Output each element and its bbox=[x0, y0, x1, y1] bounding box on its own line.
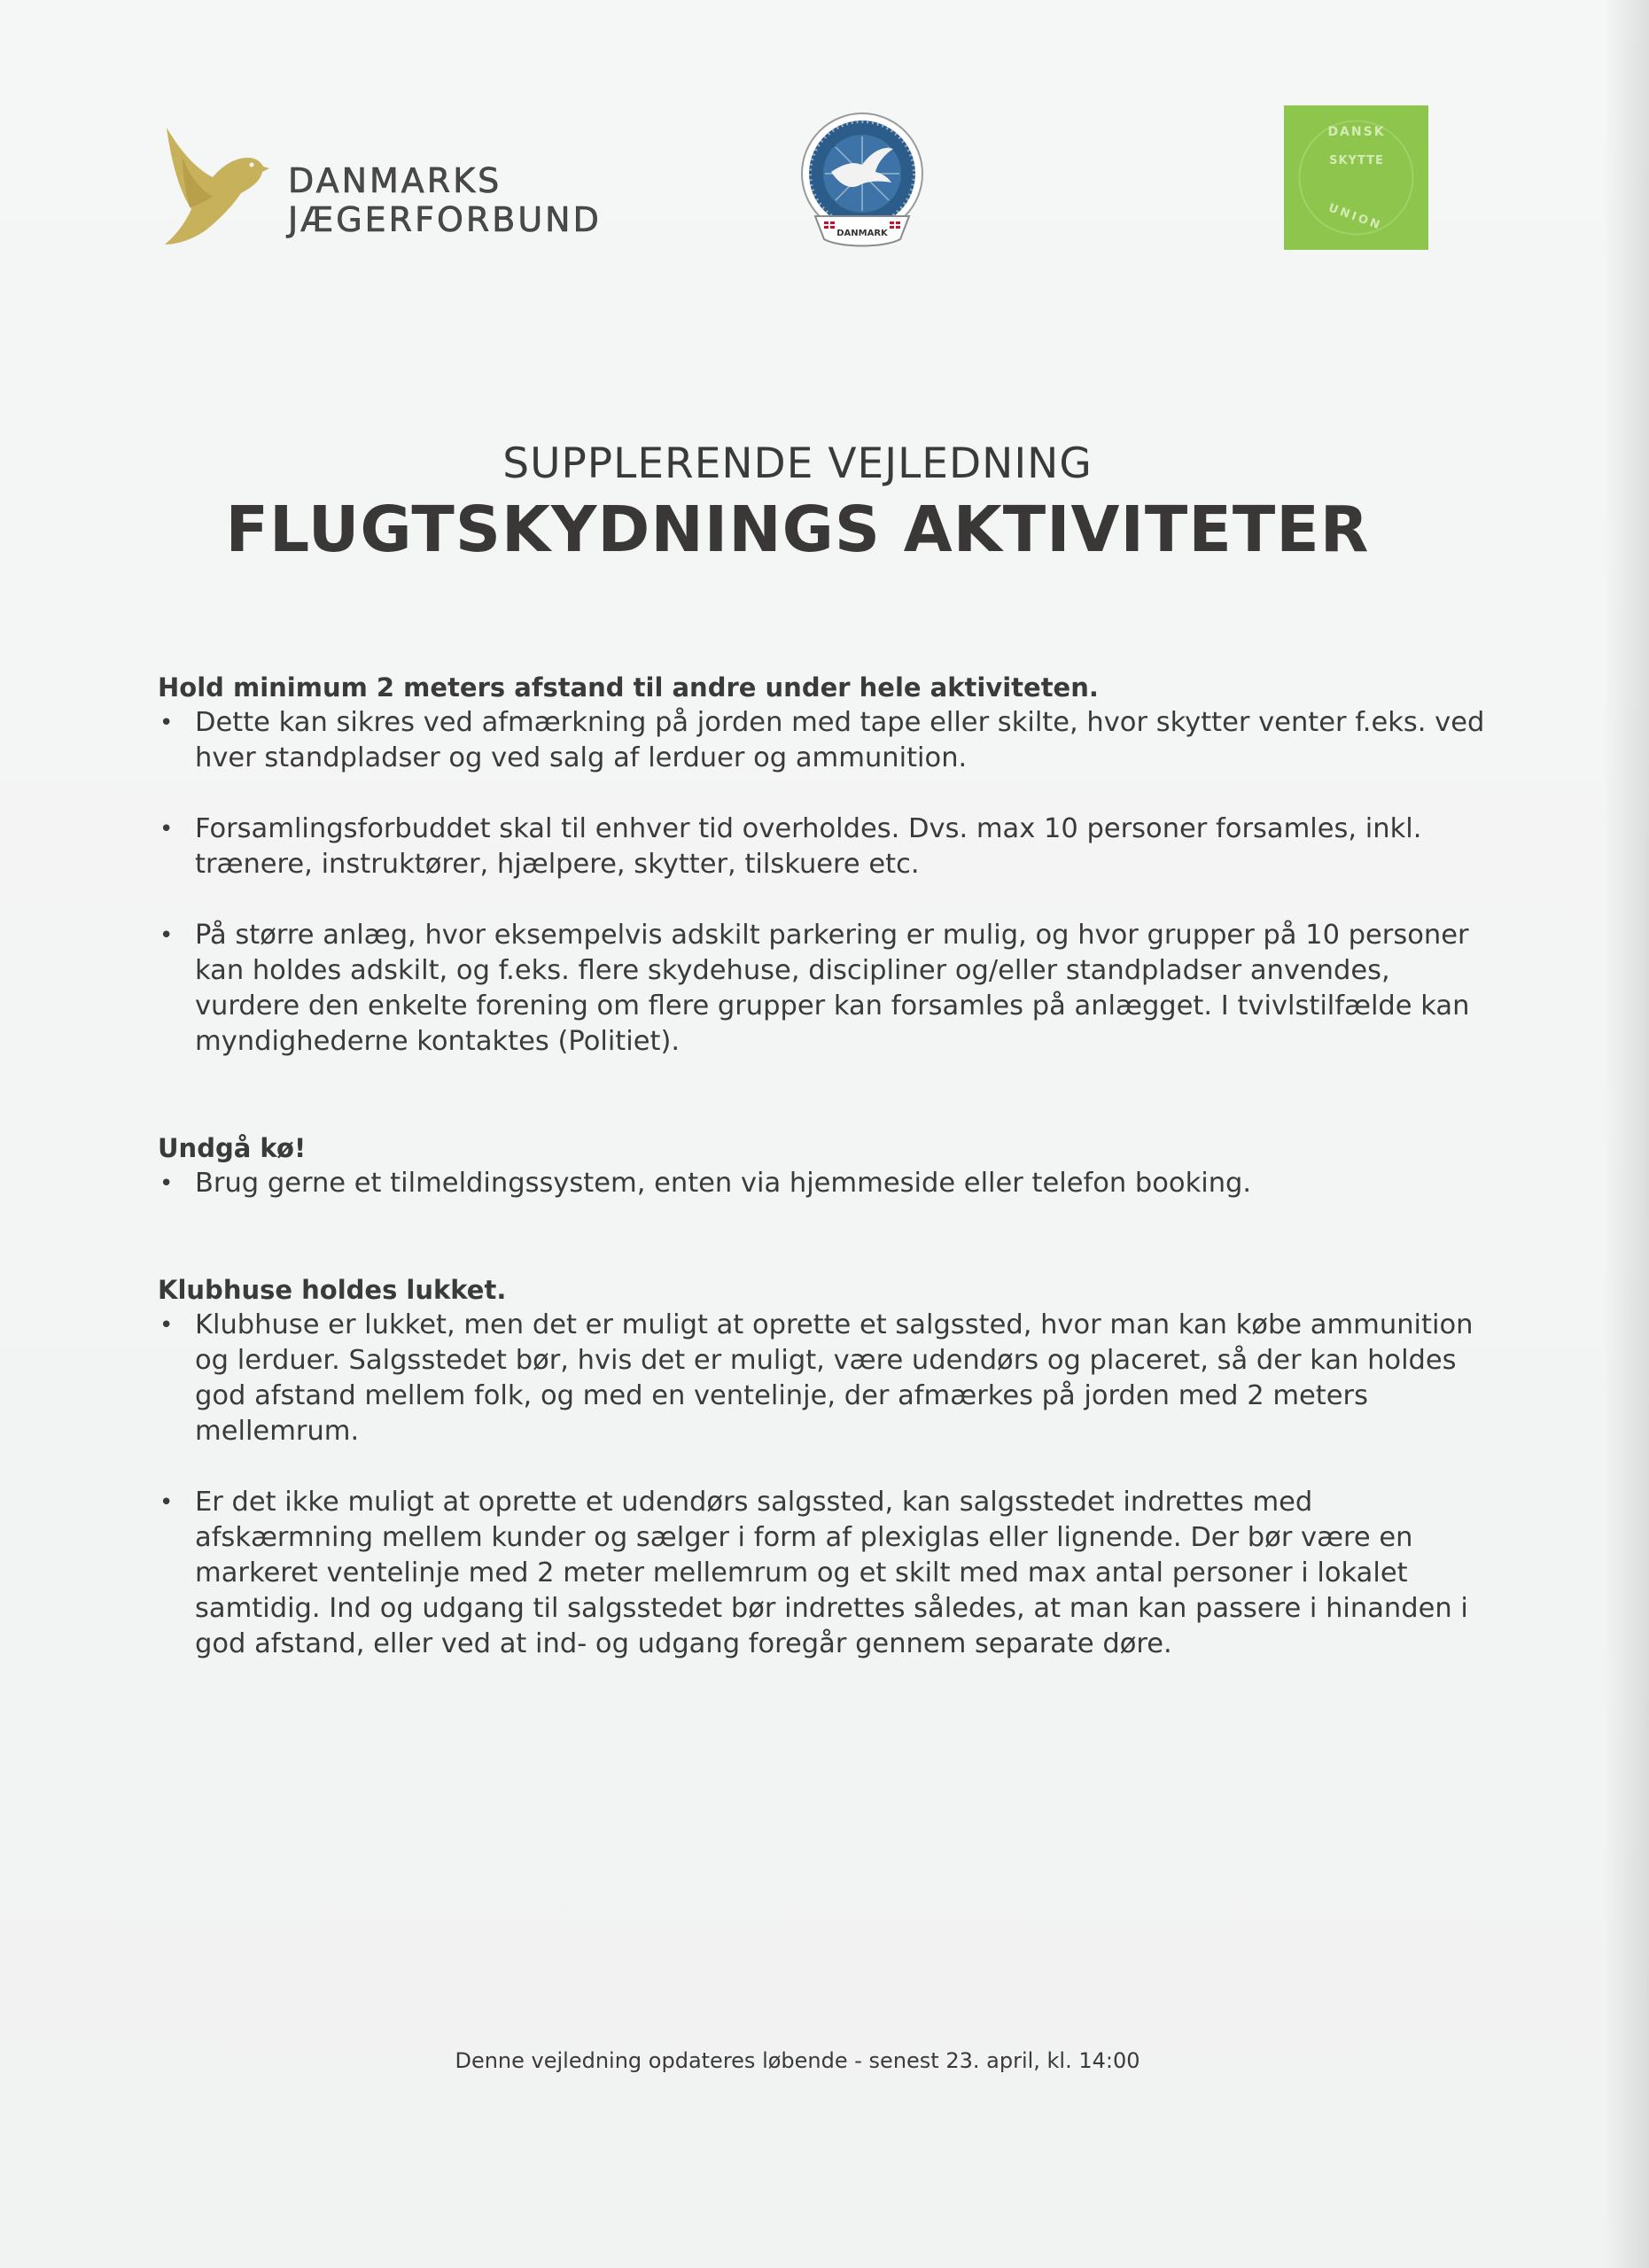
section-title: Hold minimum 2 meters afstand til andre under hele aktiviteten. bbox=[158, 672, 1099, 703]
bullet-list bbox=[158, 1166, 1487, 1201]
list-item: • Klubhuse er lukket, men det er muligt at oprette et salgssted, hvor man kan købe ammunition og lerduer. Salgsstedet bør, hvis det er muligt, være udendørs og placeret, så der kan holdes god afstand mellem folk, og med en ventelinje, der afmærkes på jorden med 2 meters mellemrum. bbox=[158, 1308, 1487, 1449]
list-item: • Dette kan sikres ved afmærkning på jorden med tape eller skilte, hvor skytter venter f.eks. ved hver standpladser og ved salg af lerduer og ammunition. bbox=[158, 705, 1487, 776]
document-body bbox=[158, 670, 1487, 1662]
list-item: • Er det ikke muligt at oprette et udendørs salgssted, kan salgsstedet indrettes med afskærmning mellem kunder og sælger i form af plexiglas eller lignende. Der bør være en markeret ventelinje med 2 meter mellemrum og et skilt med max antal personer i lokalet samtidig. Ind og udgang til salgsstedet bør indrettes således, at man kan passere i hinanden i god afstand, eller ved at ind- og udgang foregår gennem separate døre. bbox=[158, 1485, 1487, 1662]
bullet-list bbox=[158, 705, 1487, 1060]
document-title: FLUGTSKYDNINGS AKTIVITETER bbox=[225, 493, 1370, 566]
list-item: • På større anlæg, hvor eksempelvis adskilt parkering er mulig, og hvor grupper på 10 personer kan holdes adskilt, og f.eks. flere skydehuse, discipliner og/eller standpladser anvendes, vurdere den enkelte forening om flere grupper kan forsamles på anlægget. I tvivlstilfælde kan myndighederne kontaktes (Politiet). bbox=[158, 918, 1487, 1060]
dsu-logo-line3: UNION bbox=[1326, 201, 1384, 234]
section-queue bbox=[158, 1130, 1487, 1201]
section-title: Undgå kø! bbox=[158, 1133, 307, 1163]
section-title: Klubhuse holdes lukket. bbox=[158, 1275, 507, 1305]
document-subtitle: SUPPLERENDE VEJLEDNING bbox=[502, 439, 1093, 488]
djf-logo-text bbox=[288, 161, 602, 239]
section-distance bbox=[158, 670, 1487, 1060]
bullet-list bbox=[158, 1308, 1487, 1662]
footer-update-note: Denne vejledning opdateres løbende - senest 23. april, kl. 14:00 bbox=[455, 2048, 1140, 2073]
page-edge-shadow bbox=[1603, 0, 1649, 2268]
seal-bottom-text: DANMARK bbox=[836, 229, 888, 238]
djf-logo-line1: DANMARKS bbox=[288, 161, 502, 200]
duck-icon bbox=[159, 122, 270, 246]
dsu-logo-line2: SKYTTE bbox=[1329, 154, 1384, 167]
dsu-logo-line1: DANSK bbox=[1327, 125, 1386, 139]
dsu-logo bbox=[1284, 105, 1428, 250]
djf-logo bbox=[159, 115, 620, 248]
section-clubhouse bbox=[158, 1272, 1487, 1662]
bird-seal-icon bbox=[796, 110, 929, 252]
list-item: • Brug gerne et tilmeldingssystem, enten via hjemmeside eller telefon booking. bbox=[158, 1166, 1487, 1201]
djf-logo-line2: JÆGERFORBUND bbox=[288, 200, 602, 239]
list-item: • Forsamlingsforbuddet skal til enhver tid overholdes. Dvs. max 10 personer forsamles, inkl. trænere, instruktører, hjælpere, skytter, tilskuere etc. bbox=[158, 812, 1487, 882]
